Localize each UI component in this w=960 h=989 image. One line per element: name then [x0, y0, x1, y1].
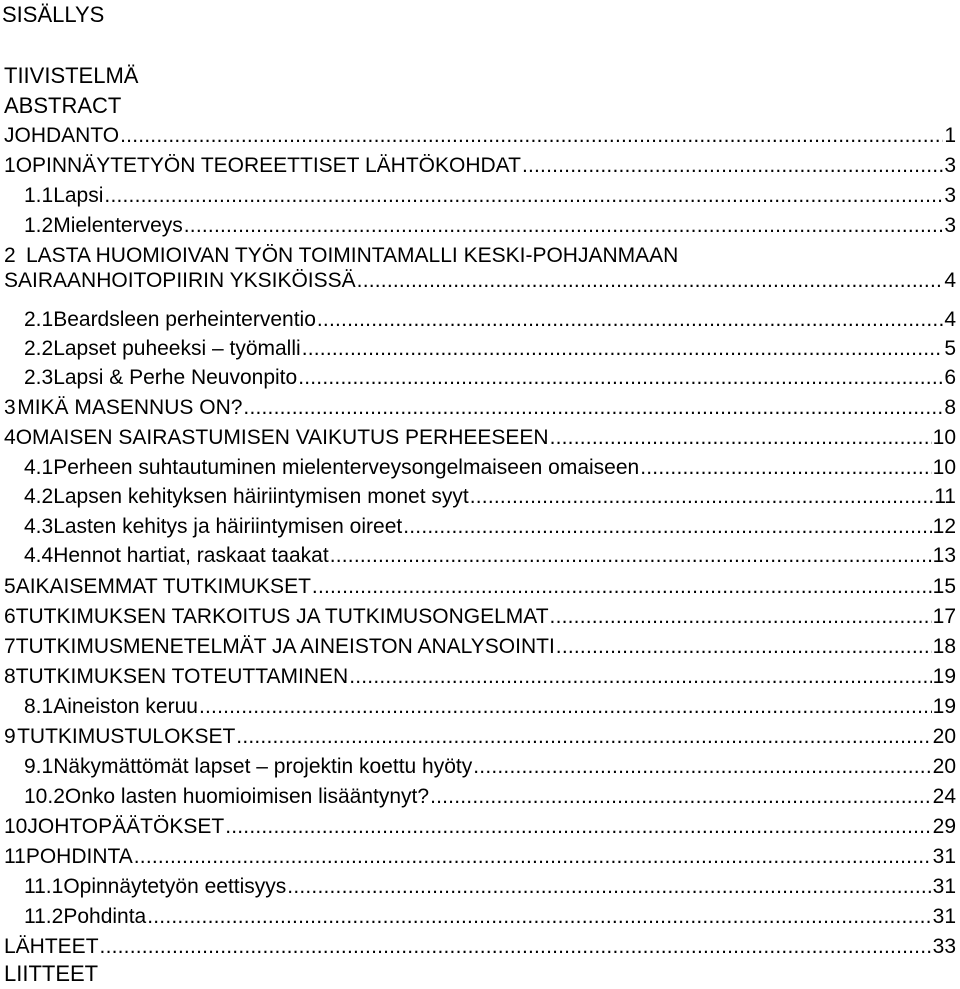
toc-entry-section-8-1[interactable] [0, 692, 956, 722]
toc-entry-text: POHDINTA [25, 845, 133, 868]
toc-entry-section-9-1[interactable] [0, 752, 956, 782]
toc-entry-text: JOHTOPÄÄTÖKSET [27, 815, 225, 838]
toc-leader-dots [550, 423, 932, 453]
toc-leader-dots [640, 453, 931, 483]
toc-entry-text: OMAISEN SAIRASTUMISEN VAIKUTUS PERHEESEEN [15, 426, 549, 449]
toc-page-number: 8 [944, 396, 956, 419]
toc-page-number: 1 [944, 124, 956, 147]
toc-entry-number: 3 [4, 396, 16, 419]
toc-entry-abstract: ABSTRACT [4, 93, 122, 118]
toc-page-number: 33 [932, 935, 956, 958]
toc-entry-text: Lasten kehitys ja häiriintymisen oireet [53, 515, 403, 538]
toc-leader-dots [225, 812, 931, 842]
toc-entry-number: 4.1 [24, 456, 54, 479]
toc-entry-text: Lapsi & Perhe Neuvonpito [53, 366, 298, 389]
toc-leader-dots [134, 842, 932, 872]
toc-entry-section-10-2[interactable] [0, 782, 956, 812]
toc-page-number: 10 [932, 456, 956, 479]
toc-entry-text: LÄHTEET [4, 935, 99, 958]
toc-entry-text: TUTKIMUSMENETELMÄT JA AINEISTON ANALYSOINTI [15, 635, 555, 658]
toc-page-number: 31 [932, 905, 956, 928]
toc-entry-section-4-3[interactable] [0, 512, 956, 542]
toc-entry-chapter-3[interactable] [0, 393, 956, 423]
toc-leader-dots [522, 151, 943, 181]
toc-entry-number: 8 [4, 665, 16, 688]
toc-entry-chapter-7[interactable] [0, 632, 956, 662]
toc-page-number: 10 [932, 426, 956, 449]
toc-page-number: 3 [944, 154, 956, 177]
toc-entry-text: Näkymättömät lapset – projektin koettu hyöty [53, 755, 473, 778]
toc-page-number: 11 [934, 485, 956, 508]
toc-entry-liitteet: LIITTEET [4, 961, 99, 986]
toc-leader-dots [243, 393, 943, 423]
toc-leader-dots [302, 334, 944, 364]
toc-leader-dots [550, 602, 932, 632]
toc-entry-number: 2.1 [24, 308, 54, 331]
toc-page-number: 6 [944, 366, 956, 389]
toc-entry-text: Hennot hartiat, raskaat taakat [53, 544, 329, 567]
toc-entry-number: 11.2 [24, 905, 64, 928]
toc-entry-text: Lapsen kehityksen häiriintymisen monet syyt [53, 485, 469, 508]
toc-entry-section-2-1[interactable] [0, 305, 956, 335]
toc-leader-dots [236, 722, 931, 752]
toc-entry-text: TUTKIMUKSEN TARKOITUS JA TUTKIMUSONGELMAT [15, 605, 549, 628]
toc-leader-dots [312, 572, 932, 602]
toc-entry-number: 11.1 [24, 875, 64, 898]
toc-entry-text: OPINNÄYTETYÖN TEOREETTISET LÄHTÖKOHDAT [15, 154, 521, 177]
toc-leader-dots [430, 782, 932, 812]
toc-entry-section-2-2[interactable] [0, 334, 956, 364]
toc-entry-number: 5 [4, 575, 16, 598]
toc-entry-number: 7 [4, 635, 16, 658]
toc-page-number: 20 [932, 725, 956, 748]
toc-entry-number: 4.3 [24, 515, 54, 538]
toc-entry-number: 4.4 [24, 544, 54, 567]
toc-entry-chapter-6[interactable] [0, 602, 956, 632]
toc-entry-chapter-10[interactable] [0, 812, 956, 842]
toc-page-number: 18 [932, 635, 956, 658]
toc-leader-dots [556, 632, 932, 662]
toc-entry-section-1-1[interactable] [0, 181, 956, 211]
toc-entry-chapter-9[interactable] [0, 722, 956, 752]
toc-leader-dots [100, 932, 932, 962]
toc-entry-number: 4.2 [24, 485, 54, 508]
toc-entry-number: 2.3 [24, 366, 54, 389]
toc-entry-chapter-8[interactable] [0, 662, 956, 692]
toc-entry-number: 1.2 [24, 214, 54, 237]
toc-entry-number: 8.1 [24, 695, 54, 718]
toc-entry-text: Lapsi [53, 184, 104, 207]
toc-page-number: 3 [944, 184, 956, 207]
toc-leader-dots [357, 266, 944, 296]
toc-leader-dots [330, 541, 932, 571]
toc-entry-text: JOHDANTO [4, 124, 120, 147]
toc-entry-text: Lapset puheeksi – työmalli [53, 337, 301, 360]
toc-leader-dots [403, 512, 931, 542]
toc-entry-chapter-2[interactable] [0, 266, 956, 296]
toc-entry-text: LASTA HUOMIOIVAN TYÖN TOIMINTAMALLI KESKI-POHJANMAAN [26, 244, 679, 267]
toc-page-number: 13 [932, 544, 956, 567]
toc-leader-dots [184, 211, 944, 241]
toc-entry-number: 2 [4, 244, 16, 267]
toc-entry-section-1-2[interactable] [0, 211, 956, 241]
toc-page-number: 3 [944, 214, 956, 237]
toc-entry-text: Pohdinta [63, 905, 147, 928]
toc-page-number: 19 [932, 665, 956, 688]
toc-entry-johdanto[interactable] [0, 121, 956, 151]
toc-entry-text: Mielenterveys [53, 214, 183, 237]
toc-entry-number: 4 [4, 426, 16, 449]
toc-leader-dots [317, 305, 943, 335]
toc-page-number: 19 [932, 695, 956, 718]
toc-entry-number: 9 [4, 725, 16, 748]
toc-entry-text: TUTKIMUKSEN TOTEUTTAMINEN [15, 665, 349, 688]
toc-entry-number: 6 [4, 605, 16, 628]
toc-leader-dots [349, 662, 931, 692]
toc-leader-dots [287, 872, 931, 902]
toc-entry-text: Opinnäytetyön eettisyys [63, 875, 287, 898]
toc-entry-chapter-5[interactable] [0, 572, 956, 602]
toc-page-number: 15 [932, 575, 956, 598]
toc-entry-chapter-11[interactable] [0, 842, 956, 872]
toc-entry-chapter-1[interactable] [0, 151, 956, 181]
toc-entry-section-11-1[interactable] [0, 872, 956, 902]
toc-page-number: 31 [932, 875, 956, 898]
toc-entry-text: Onko lasten huomioimisen lisääntynyt? [64, 785, 430, 808]
toc-page-number: 4 [944, 308, 956, 331]
toc-entry-lahteet[interactable] [0, 932, 956, 962]
toc-entry-section-2-3[interactable] [0, 363, 956, 393]
toc-leader-dots [104, 181, 943, 211]
toc-entry-section-4-4[interactable] [0, 541, 956, 571]
toc-entry-text: SAIRAANHOITOPIIRIN YKSIKÖISSÄ [4, 269, 356, 292]
toc-entry-number: 2.2 [24, 337, 54, 360]
toc-entry-chapter-4[interactable] [0, 423, 956, 453]
toc-page-number: 20 [932, 755, 956, 778]
toc-page-number: 5 [944, 337, 956, 360]
toc-entry-text: MIKÄ MASENNUS ON? [17, 396, 243, 419]
page-title: SISÄLLYS [2, 2, 105, 27]
toc-leader-dots [147, 902, 931, 932]
toc-page-number: 12 [932, 515, 956, 538]
toc-entry-section-4-2[interactable] [0, 482, 956, 512]
toc-entry-text: Aineiston keruu [53, 695, 198, 718]
toc-entry-number: 11 [4, 845, 26, 868]
toc-entry-text: AIKAISEMMAT TUTKIMUKSET [15, 575, 311, 598]
toc-entry-text: Perheen suhtautuminen mielenterveysongelmaiseen omaiseen [53, 456, 640, 479]
toc-leader-dots [473, 752, 931, 782]
toc-entry-number: 10 [4, 815, 28, 838]
toc-entry-number: 1 [4, 154, 16, 177]
toc-leader-dots [470, 482, 933, 512]
toc-entry-number: 9.1 [24, 755, 54, 778]
toc-page-number: 24 [932, 785, 956, 808]
toc-entry-number: 10.2 [24, 785, 65, 808]
toc-entry-section-4-1[interactable] [0, 453, 956, 483]
toc-entry-section-11-2[interactable] [0, 902, 956, 932]
toc-page-number: 17 [932, 605, 956, 628]
toc-leader-dots [298, 363, 943, 393]
toc-entry-number: 1.1 [24, 184, 54, 207]
toc-leader-dots [120, 121, 943, 151]
toc-page-number: 31 [932, 845, 956, 868]
toc-leader-dots [199, 692, 932, 722]
toc-entry-tiivistelma: TIIVISTELMÄ [4, 63, 139, 88]
toc-page-number: 29 [932, 815, 956, 838]
toc-entry-text: Beardsleen perheinterventio [53, 308, 316, 331]
toc-entry-text: TUTKIMUSTULOKSET [17, 725, 236, 748]
toc-page-number: 4 [944, 269, 956, 292]
